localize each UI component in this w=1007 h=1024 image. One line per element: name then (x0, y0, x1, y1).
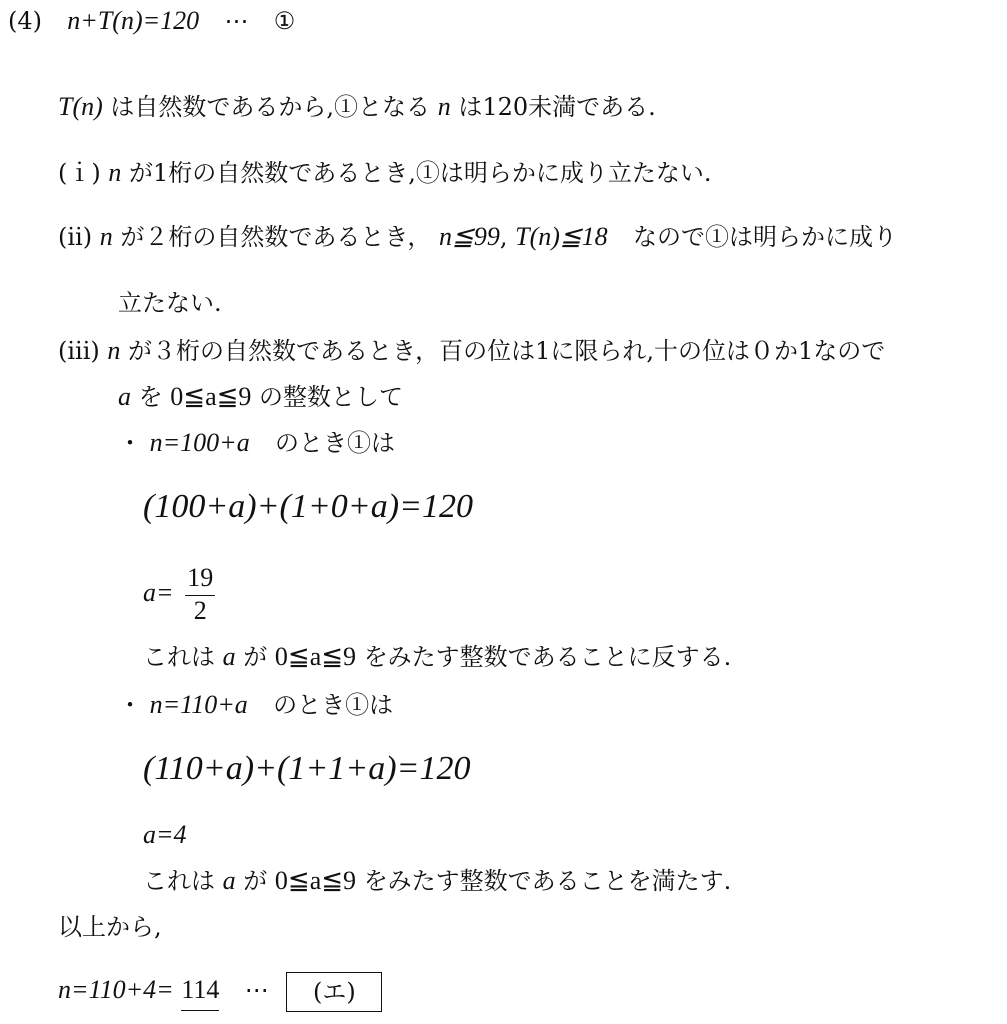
case-ii-text: が２桁の自然数であるとき， (120, 223, 432, 251)
t-of-n: T(n) (58, 92, 103, 121)
problem-line (8, 6, 295, 36)
fraction (185, 563, 215, 626)
var-n: n (107, 336, 121, 365)
ellipsis: ⋯ (224, 7, 249, 35)
case1-header (118, 428, 395, 458)
final-answer: 114 (181, 975, 219, 1011)
concl-text: これは (143, 643, 215, 671)
case-ii-continuation (118, 288, 222, 318)
case2-equation-text: (110+a)+(1+1+a)=120 (143, 750, 471, 787)
case-iii-label: (ⅲ) (58, 337, 100, 365)
case-ii: (ⅱ) n が２桁の自然数であるとき， n≦99, T(n)≦18 なので①は明らかに成り (58, 222, 897, 251)
case2-solution (143, 820, 187, 850)
case-iii (58, 336, 885, 366)
ellipsis: ⋯ (244, 976, 269, 1004)
a-range: 0≦a≦9 (274, 866, 357, 895)
intro-text: は自然数であるから,①となる (110, 93, 431, 121)
case-i-label: (ｉ) (58, 159, 101, 187)
concl-text-end: をみたす整数であることに反する. (363, 643, 732, 671)
case1-solution-lhs: a= (143, 578, 174, 607)
fraction-numerator: 19 (185, 563, 215, 596)
bullet: ・ (118, 429, 142, 457)
case1-solution (143, 558, 215, 628)
case-ii-label: (ⅱ) (58, 223, 93, 251)
concl-text: が (243, 643, 268, 671)
case-i (58, 158, 712, 188)
summary-text: 以上から, (58, 913, 162, 941)
case2-conclusion (143, 866, 731, 896)
summary-line (58, 912, 162, 942)
case-i-text: が1桁の自然数であるとき,①は明らかに成り立たない. (129, 159, 712, 187)
problem-number: (4) (8, 7, 42, 35)
a-def-text-end: の整数として (259, 383, 404, 411)
case2-equation (143, 750, 470, 786)
concl-text: これは (143, 867, 215, 895)
a-def-text: を (138, 383, 163, 411)
final-expression: n=110+4= (58, 975, 174, 1004)
case-ii-text-end: なので①は明らかに成り (632, 223, 897, 251)
case2-header (118, 690, 393, 720)
final-answer-line (58, 970, 382, 1010)
case1-expression: n=100+a (149, 428, 250, 457)
a-range: 0≦a≦9 (170, 382, 252, 411)
condition-n: n≦99 (439, 222, 500, 251)
case2-solution-text: a=4 (143, 820, 187, 849)
fraction-denominator: 2 (193, 596, 207, 625)
a-range: 0≦a≦9 (274, 642, 357, 671)
case2-expression: n=110+a (149, 690, 248, 719)
condition-tn: T(n)≦18 (515, 222, 608, 251)
case2-when: のとき①は (273, 691, 394, 719)
case1-conclusion (143, 642, 731, 672)
var-n: n (108, 158, 122, 187)
case1-equation-text: (100+a)+(1+0+a)=120 (143, 488, 474, 525)
concl-text: が (243, 867, 268, 895)
case1-equation (143, 488, 473, 524)
var-n: n (437, 92, 451, 121)
case-iii-text: が３桁の自然数であるとき，百の位は1に限られ,十の位は０か1なので (128, 337, 886, 365)
intro-text-end: は120未満である. (458, 93, 656, 121)
a-definition (118, 382, 403, 412)
var-a: a (222, 642, 236, 671)
intro-line (58, 92, 656, 122)
var-a: a (118, 382, 131, 411)
var-n: n (99, 222, 113, 251)
case-ii-cont-text: 立たない. (118, 289, 222, 317)
answer-box: (エ) (286, 972, 382, 1012)
bullet: ・ (118, 691, 142, 719)
case1-when: のとき①は (275, 429, 396, 457)
concl-text-end: をみたす整数であることを満たす. (363, 867, 732, 895)
var-a: a (222, 866, 236, 895)
equation-marker: ① (273, 7, 296, 35)
main-equation: n+T(n)=120 (67, 6, 200, 35)
